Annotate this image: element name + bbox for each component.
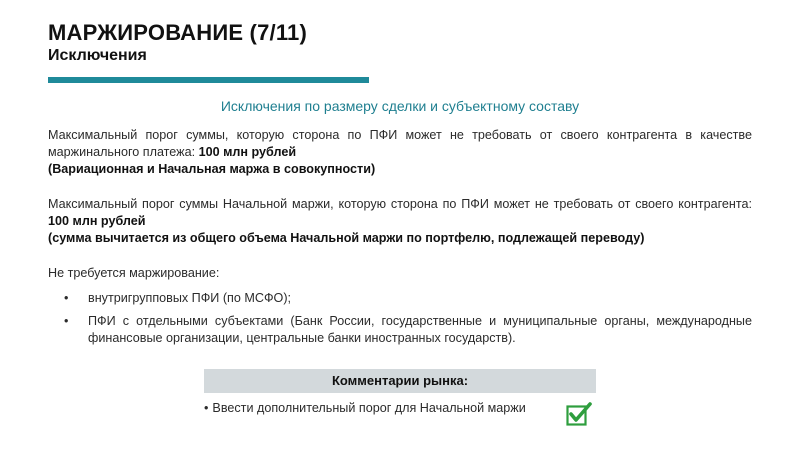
paragraph-text: Максимальный порог суммы, которую сторона по ПФИ может не требовать от своего контрагента в качестве маржинального платежа:: [48, 128, 752, 159]
market-comment-item: [204, 401, 526, 415]
threshold-amount: 100 млн рублей: [198, 145, 297, 159]
section-heading: Исключения по размеру сделки и субъектному составу: [220, 98, 580, 114]
threshold-note: (сумма вычитается из общего объема Начальной маржи по портфелю, подлежащей переводу): [48, 231, 645, 245]
threshold-note: (Вариационная и Начальная маржа в совокупности): [48, 162, 376, 176]
bullet-icon: •: [64, 291, 69, 305]
paragraph-threshold-total: [48, 127, 752, 178]
paragraph-threshold-initial: [48, 196, 752, 247]
list-item: [48, 290, 752, 307]
exemption-list: [48, 290, 752, 347]
comment-text: Ввести дополнительный порог для Начальной маржи: [212, 401, 526, 415]
bullet-icon: •: [64, 314, 69, 328]
main-content: [48, 127, 752, 353]
title-accent-bar: [48, 77, 369, 83]
paragraph-no-margin: Не требуется маржирование:: [48, 266, 220, 280]
market-comments-header: Комментарии рынка:: [204, 369, 596, 393]
list-item-text: ПФИ с отдельными субъектами (Банк России, государственные и муниципальные органы, международные финансовые организации, центральные банки иностранных государств).: [88, 314, 752, 345]
threshold-amount: 100 млн рублей: [48, 214, 146, 228]
page-title: МАРЖИРОВАНИЕ (7/11): [48, 20, 308, 45]
page-subtitle: Исключения: [48, 47, 147, 64]
list-item-text: внутригрупповых ПФИ (по МСФО);: [88, 291, 292, 305]
check-mark-icon: [566, 402, 592, 426]
bullet-icon: •: [204, 401, 209, 415]
list-item: [48, 313, 752, 347]
paragraph-text: Максимальный порог суммы Начальной маржи, которую сторона по ПФИ может не требовать от своего контрагента:: [48, 197, 752, 211]
